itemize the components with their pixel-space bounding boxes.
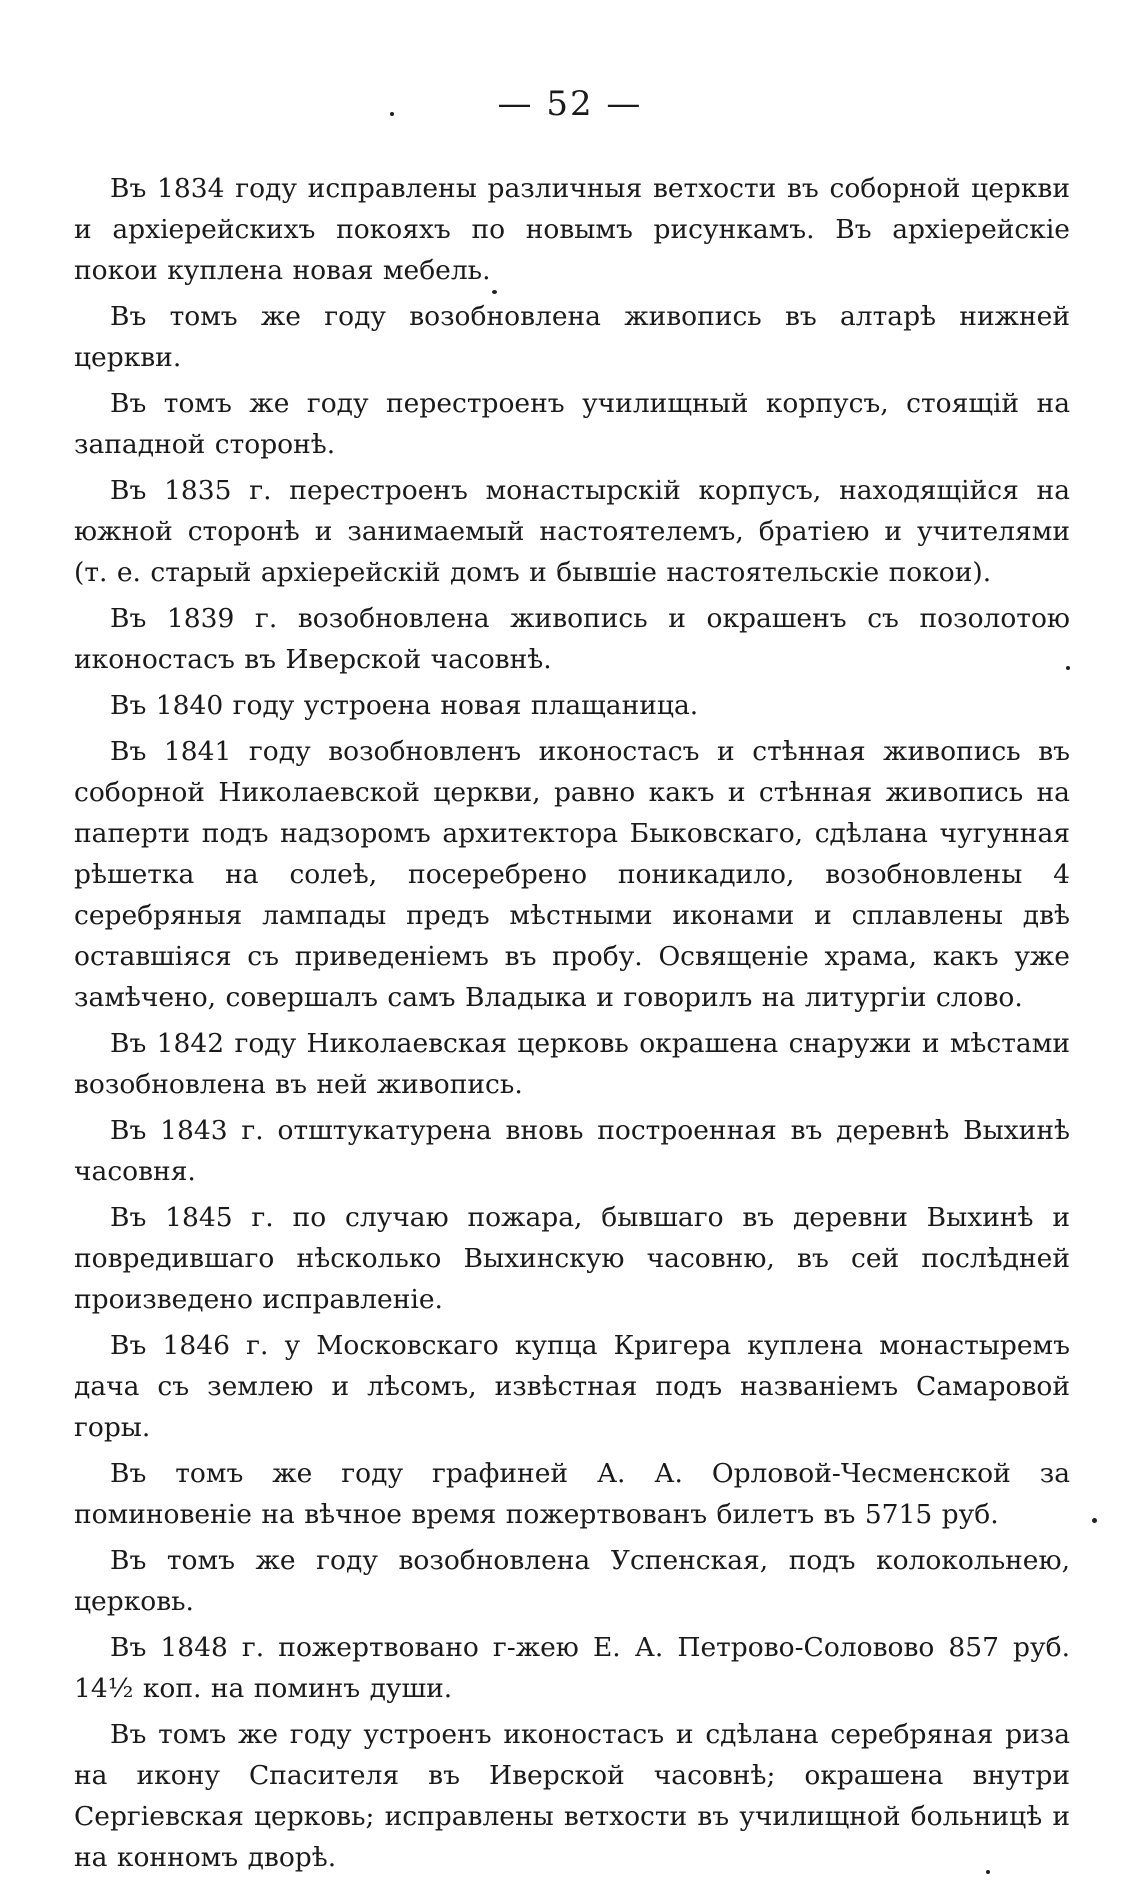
page-text bbox=[0, 168, 1140, 1878]
scan-speck bbox=[492, 290, 497, 294]
paragraph-1834-altar: Въ томъ же году возобновлена живопись въ алтарѣ нижней церкви. bbox=[74, 301, 1070, 373]
paragraph-1834: Въ 1834 году исправлены различныя ветхости въ соборной церкви и архіерейскихъ покояхъ по новымъ рисункамъ. Въ архіерейскіе покои куплена новая мебель. bbox=[74, 173, 1070, 286]
paragraph-1848: Въ 1848 г. пожертвовано г-жею Е. А. Петрово-Соловово 857 руб. 14½ коп. на поминъ души. bbox=[74, 1632, 1070, 1704]
paragraph-1845: Въ 1845 г. по случаю пожара, бывшаго въ деревни Выхинѣ и повредившаго нѣсколько Выхинскую часовню, въ сей послѣдней произведено исправленіе. bbox=[74, 1202, 1070, 1315]
paragraph-1839: Въ 1839 г. возобновлена живопись и окрашенъ съ позолотою иконостасъ въ Иверской часовнѣ. bbox=[74, 603, 1070, 675]
scan-speck bbox=[390, 112, 394, 116]
paragraph-1846-church: Въ томъ же году возобновлена Успенская, подъ колокольнею, церковь. bbox=[74, 1545, 1070, 1617]
scan-speck bbox=[1092, 1518, 1097, 1523]
paragraph-1842: Въ 1842 году Николаевская церковь окрашена снаружи и мѣстами возобновлена въ ней живопись. bbox=[74, 1028, 1070, 1100]
scan-speck bbox=[1066, 666, 1070, 670]
paragraph-1835: Въ 1835 г. перестроенъ монастырскій корпусъ, находящійся на южной сторонѣ и занимаемый настоятелемъ, братіею и учителями (т. е. старый архіерейскій домъ и бывшіе настоятельскіе покои). bbox=[74, 475, 1070, 588]
paragraph-1846-donation: Въ томъ же году графиней А. А. Орловой-Чесменской за поминовеніе на вѣчное время пожертвованъ билетъ въ 5715 руб. bbox=[74, 1458, 1070, 1530]
paragraph-1840: Въ 1840 году устроена новая плащаница. bbox=[110, 690, 699, 721]
paragraph-1841: Въ 1841 году возобновленъ иконостасъ и стѣнная живопись въ соборной Николаевской церкви, равно какъ и стѣнная живопись на паперти подъ надзоромъ архитектора Быковскаго, сдѣлана чугунная рѣшетка на солеѣ, посеребрено поникадило, возобновлены 4 серебряныя лампады предъ мѣстными иконами и сплавлены двѣ оставшіяся съ приведеніемъ въ пробу. Освященіе храма, какъ уже замѣчено, совершалъ самъ Владыка и говорилъ на литургіи слово. bbox=[74, 736, 1070, 1013]
paragraph-1834-school: Въ томъ же году перестроенъ училищный корпусъ, стоящій на западной сторонѣ. bbox=[74, 388, 1070, 460]
paragraph-1846: Въ 1846 г. у Московскаго купца Кригера куплена монастыремъ дача съ землею и лѣсомъ, извѣстная подъ названіемъ Самаровой горы. bbox=[74, 1330, 1070, 1443]
scan-speck bbox=[986, 1870, 990, 1874]
page-number: — 52 — bbox=[497, 84, 643, 124]
paragraph-1848-iconostasis: Въ томъ же году устроенъ иконостасъ и сдѣлана серебряная риза на икону Спасителя въ Иверской часовнѣ; окрашена внутри Сергіевская церковь; исправлены ветхости въ училищной больницѣ и на конномъ дворѣ. bbox=[74, 1719, 1070, 1873]
paragraph-1843: Въ 1843 г. отштукатурена вновь построенная въ деревнѣ Выхинѣ часовня. bbox=[74, 1115, 1070, 1187]
